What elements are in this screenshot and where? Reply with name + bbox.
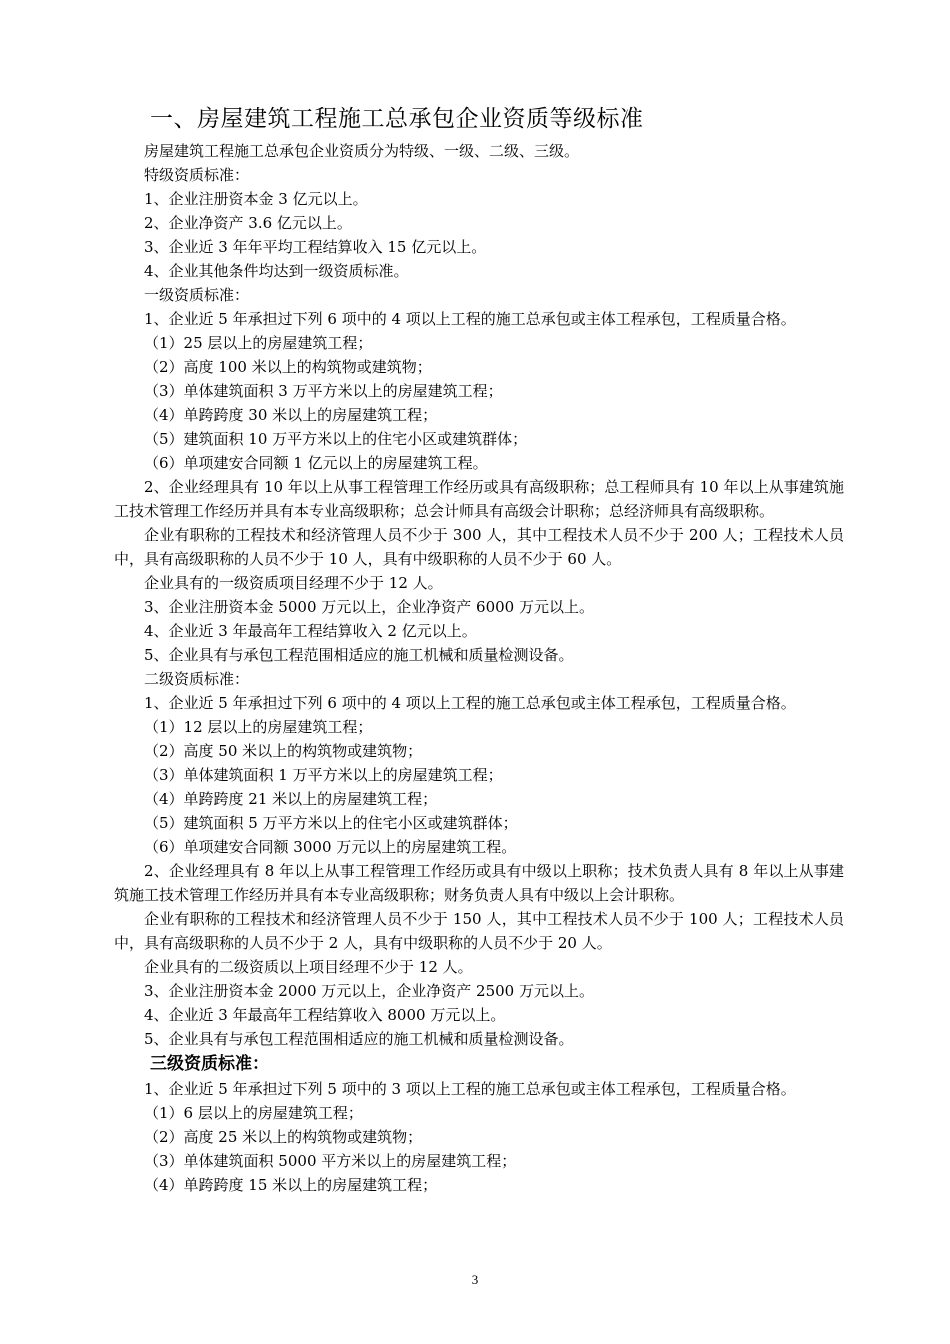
paragraph-line: 3、企业注册资本金 5000 万元以上，企业净资产 6000 万元以上。 (144, 598, 594, 616)
paragraph-line: 特级资质标准： (144, 166, 250, 184)
paragraph-line: 4、企业近 3 年最高年工程结算收入 8000 万元以上。 (144, 1006, 506, 1024)
paragraph-line: 3、企业注册资本金 2000 万元以上，企业净资产 2500 万元以上。 (144, 982, 594, 1000)
paragraph-line: 二级资质标准： (144, 670, 250, 688)
paragraph-line: （1）25 层以上的房屋建筑工程； (144, 334, 373, 352)
section-heading: 三级资质标准： (150, 1054, 269, 1074)
paragraph-line: （4）单跨跨度 15 米以上的房屋建筑工程； (144, 1176, 438, 1194)
paragraph-line: 2、企业净资产 3.6 亿元以上。 (144, 214, 352, 232)
paragraph-line: 企业有职称的工程技术和经济管理人员不少于 300 人，其中工程技术人员不少于 200 人；工程技术人员中，具有高级职称的人员不少于 10 人，具有中级职称的人员不少于 60 人。 (114, 526, 844, 568)
paragraph-line: （6）单项建安合同额 1 亿元以上的房屋建筑工程。 (144, 454, 488, 472)
paragraph-line: （2）高度 25 米以上的构筑物或建筑物； (144, 1128, 423, 1146)
paragraph-line: 1、企业近 5 年承担过下列 5 项中的 3 项以上工程的施工总承包或主体工程承包，工程质量合格。 (144, 1080, 796, 1098)
paragraph-line: 2、企业经理具有 8 年以上从事工程管理工作经历或具有中级以上职称；技术负责人具有 8 年以上从事建筑施工技术管理工作经历并具有本专业高级职称；财务负责人具有中级以上会计职称。 (114, 862, 844, 904)
paragraph-line: 1、企业近 5 年承担过下列 6 项中的 4 项以上工程的施工总承包或主体工程承包，工程质量合格。 (144, 694, 796, 712)
paragraph-line: 5、企业具有与承包工程范围相适应的施工机械和质量检测设备。 (144, 1030, 574, 1048)
paragraph-line: （5）建筑面积 5 万平方米以上的住宅小区或建筑群体； (144, 814, 518, 832)
paragraph-line: 1、企业注册资本金 3 亿元以上。 (144, 190, 368, 208)
paragraph-line: 一级资质标准： (144, 286, 250, 304)
paragraph-line: （5）建筑面积 10 万平方米以上的住宅小区或建筑群体； (144, 430, 528, 448)
paragraph-line: 5、企业具有与承包工程范围相适应的施工机械和质量检测设备。 (144, 646, 574, 664)
paragraph-line: 2、企业经理具有 10 年以上从事工程管理工作经历或具有高级职称；总工程师具有 10 年以上从事建筑施工技术管理工作经历并具有本专业高级职称；总会计师具有高级会计职称；总经济师具有高级职称。 (114, 478, 844, 520)
paragraph-line: （3）单体建筑面积 3 万平方米以上的房屋建筑工程； (144, 382, 503, 400)
paragraph-line: 企业有职称的工程技术和经济管理人员不少于 150 人，其中工程技术人员不少于 100 人；工程技术人员中，具有高级职称的人员不少于 2 人，具有中级职称的人员不少于 20 人。 (114, 910, 844, 952)
paragraph-line: （6）单项建安合同额 3000 万元以上的房屋建筑工程。 (144, 838, 517, 856)
paragraph-line: （4）单跨跨度 21 米以上的房屋建筑工程； (144, 790, 438, 808)
paragraph-line: 3、企业近 3 年年平均工程结算收入 15 亿元以上。 (144, 238, 487, 256)
document-body (114, 139, 844, 1197)
page-number: 3 (471, 1272, 479, 1287)
paragraph-line: 企业具有的二级资质以上项目经理不少于 12 人。 (144, 958, 473, 976)
paragraph-line: （3）单体建筑面积 1 万平方米以上的房屋建筑工程； (144, 766, 503, 784)
paragraph-line: （1）12 层以上的房屋建筑工程； (144, 718, 373, 736)
paragraph-line: （1）6 层以上的房屋建筑工程； (144, 1104, 363, 1122)
paragraph-line: 4、企业其他条件均达到一级资质标准。 (144, 262, 409, 280)
paragraph-line: 1、企业近 5 年承担过下列 6 项中的 4 项以上工程的施工总承包或主体工程承包，工程质量合格。 (144, 310, 796, 328)
paragraph-line: 房屋建筑工程施工总承包企业资质分为特级、一级、二级、三级。 (144, 142, 580, 160)
paragraph-line: 企业具有的一级资质项目经理不少于 12 人。 (144, 574, 443, 592)
paragraph-line: （2）高度 50 米以上的构筑物或建筑物； (144, 742, 423, 760)
paragraph-line: （4）单跨跨度 30 米以上的房屋建筑工程； (144, 406, 438, 424)
document-title: 一、房屋建筑工程施工总承包企业资质等级标准 (150, 106, 644, 132)
paragraph-line: （2）高度 100 米以上的构筑物或建筑物； (144, 358, 432, 376)
paragraph-line: （3）单体建筑面积 5000 平方米以上的房屋建筑工程； (144, 1152, 517, 1170)
paragraph-line: 4、企业近 3 年最高年工程结算收入 2 亿元以上。 (144, 622, 477, 640)
